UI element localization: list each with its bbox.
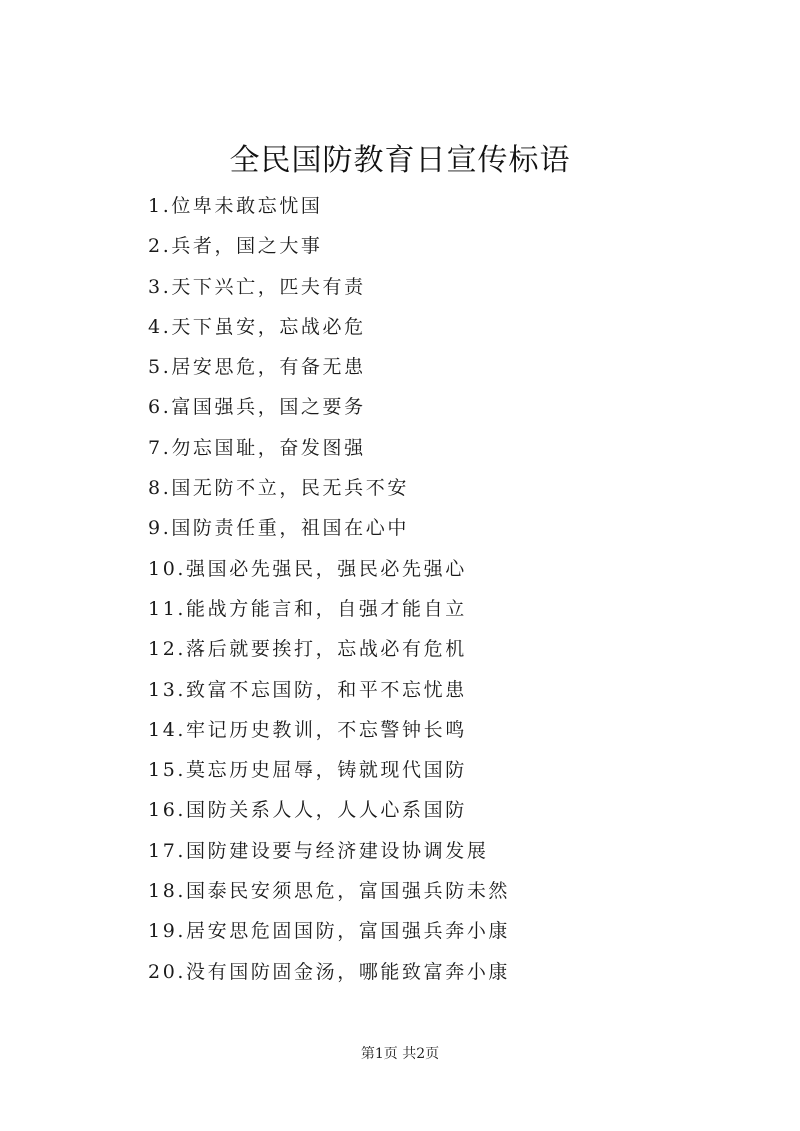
slogan-item: 19.居安思危固国防，富国强兵奔小康 (148, 920, 511, 943)
slogan-item: 9.国防责任重，祖国在心中 (148, 517, 409, 540)
slogan-item: 16.国防关系人人，人人心系国防 (148, 799, 467, 822)
slogan-item: 13.致富不忘国防，和平不忘忧患 (148, 678, 467, 701)
slogan-item: 4.天下虽安，忘战必危 (148, 315, 366, 338)
slogan-item: 15.莫忘历史屈辱，铸就现代国防 (148, 759, 467, 782)
slogan-item: 10.强国必先强民，强民必先强心 (148, 557, 467, 580)
slogan-item: 2.兵者，国之大事 (148, 235, 323, 258)
slogan-item: 11.能战方能言和，自强才能自立 (148, 597, 467, 620)
slogan-item: 14.牢记历史教训，不忘警钟长鸣 (148, 718, 467, 741)
slogan-item: 20.没有国防固金汤，哪能致富奔小康 (148, 960, 511, 983)
page-number-footer: 第1页 共2页 (360, 1046, 440, 1062)
slogan-item: 12.落后就要挨打，忘战必有危机 (148, 638, 467, 661)
slogan-item: 6.富国强兵，国之要务 (148, 396, 366, 419)
slogan-item: 3.天下兴亡，匹夫有责 (148, 275, 366, 298)
slogan-item: 8.国无防不立，民无兵不安 (148, 477, 409, 500)
document-title: 全民国防教育日宣传标语 (229, 143, 571, 178)
slogan-item: 5.居安思危，有备无患 (148, 356, 366, 379)
slogan-item: 18.国泰民安须思危，富国强兵防未然 (148, 880, 511, 903)
slogan-list (148, 186, 510, 992)
slogan-item: 17.国防建设要与经济建设协调发展 (148, 839, 489, 862)
slogan-item: 7.勿忘国耻，奋发图强 (148, 436, 366, 459)
slogan-item: 1.位卑未敢忘忧国 (148, 195, 323, 217)
